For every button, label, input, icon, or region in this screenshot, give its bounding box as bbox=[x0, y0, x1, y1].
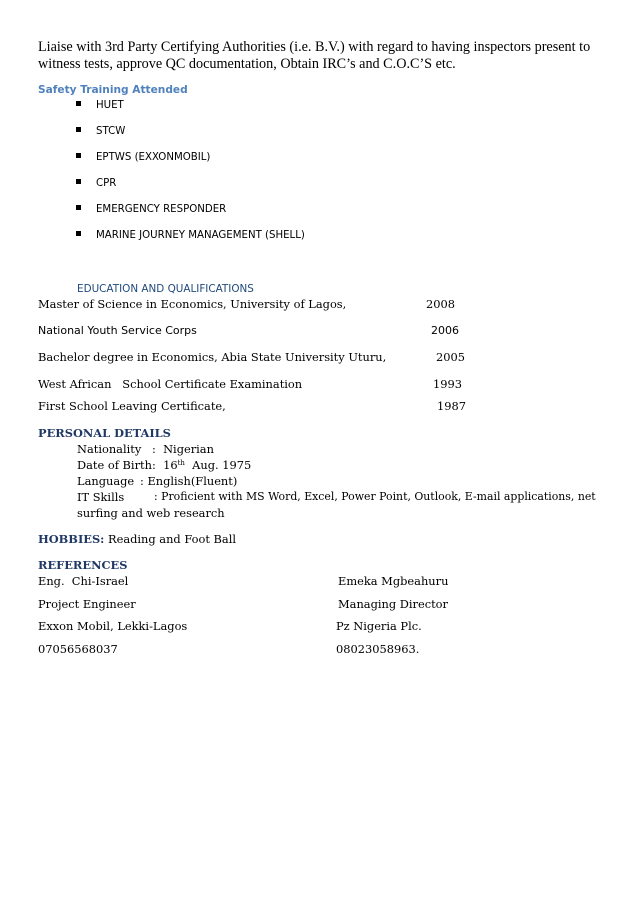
dob-value: : 16th Aug. 1975 bbox=[152, 458, 252, 472]
list-item: MARINE JOURNEY MANAGEMENT (SHELL) bbox=[76, 229, 305, 243]
nationality-label: Nationality bbox=[77, 442, 142, 456]
language-label: Language bbox=[77, 474, 135, 488]
nationality-value: : Nigerian bbox=[152, 442, 214, 456]
list-item: CPR bbox=[76, 177, 116, 191]
education-item-name: First School Leaving Certificate, bbox=[38, 399, 226, 413]
intro-paragraph: Liaise with 3rd Party Certifying Authorities (i.e. B.V.) with regard to having inspectors present to witness tests, approve QC documentation, Obtain IRC’s and C.O.C’S etc. bbox=[38, 39, 591, 72]
reference-1-company: Exxon Mobil, Lekki-Lagos bbox=[38, 619, 188, 633]
references-heading: REFERENCES bbox=[38, 558, 128, 572]
hobbies-value: Reading and Foot Ball bbox=[104, 532, 236, 546]
education-item-year: 2008 bbox=[426, 297, 455, 311]
reference-2-name: Emeka Mgbeahuru bbox=[338, 574, 449, 588]
safety-training-heading: Safety Training Attended bbox=[38, 84, 188, 96]
education-item-year: 1993 bbox=[433, 377, 462, 391]
education-heading: EDUCATION AND QUALIFICATIONS bbox=[77, 283, 254, 295]
reference-1-name: Eng. Chi-Israel bbox=[38, 574, 129, 588]
list-item: STCW bbox=[76, 125, 125, 139]
education-item-year: 2006 bbox=[431, 324, 459, 337]
education-item-name: National Youth Service Corps bbox=[38, 324, 197, 337]
it-skills-label: IT Skills bbox=[77, 490, 125, 504]
education-item-year: 2005 bbox=[436, 350, 465, 364]
education-item-name: West African School Certificate Examination bbox=[38, 377, 303, 391]
square-bullet-icon bbox=[76, 101, 81, 106]
education-item-name: Master of Science in Economics, University of Lagos, bbox=[38, 297, 347, 311]
square-bullet-icon bbox=[76, 179, 81, 184]
square-bullet-icon bbox=[76, 205, 81, 210]
reference-1-phone: 07056568037 bbox=[38, 642, 118, 656]
language-value: : English(Fluent) bbox=[140, 474, 238, 488]
square-bullet-icon bbox=[76, 231, 81, 236]
square-bullet-icon bbox=[76, 127, 81, 132]
list-item: HUET bbox=[76, 99, 124, 113]
reference-2-company: Pz Nigeria Plc. bbox=[336, 619, 422, 633]
hobbies-line bbox=[38, 532, 236, 546]
dob-label: Date of Birth bbox=[77, 458, 152, 472]
list-item: EMERGENCY RESPONDER bbox=[76, 203, 226, 217]
reference-1-title: Project Engineer bbox=[38, 597, 136, 611]
education-item-year: 1987 bbox=[437, 399, 466, 413]
list-item: EPTWS (EXXONMOBIL) bbox=[76, 151, 210, 165]
it-skills-value-continued: surfing and web research bbox=[77, 506, 225, 520]
education-item-name: Bachelor degree in Economics, Abia State University Uturu, bbox=[38, 350, 387, 364]
square-bullet-icon bbox=[76, 153, 81, 158]
it-skills-value: : Proficient with MS Word, Excel, Power Point, Outlook, E-mail applications, net bbox=[154, 490, 596, 503]
reference-2-title: Managing Director bbox=[338, 597, 448, 611]
reference-2-phone: 08023058963. bbox=[336, 642, 420, 656]
personal-details-heading: PERSONAL DETAILS bbox=[38, 426, 171, 440]
hobbies-label: HOBBIES: bbox=[38, 532, 105, 546]
